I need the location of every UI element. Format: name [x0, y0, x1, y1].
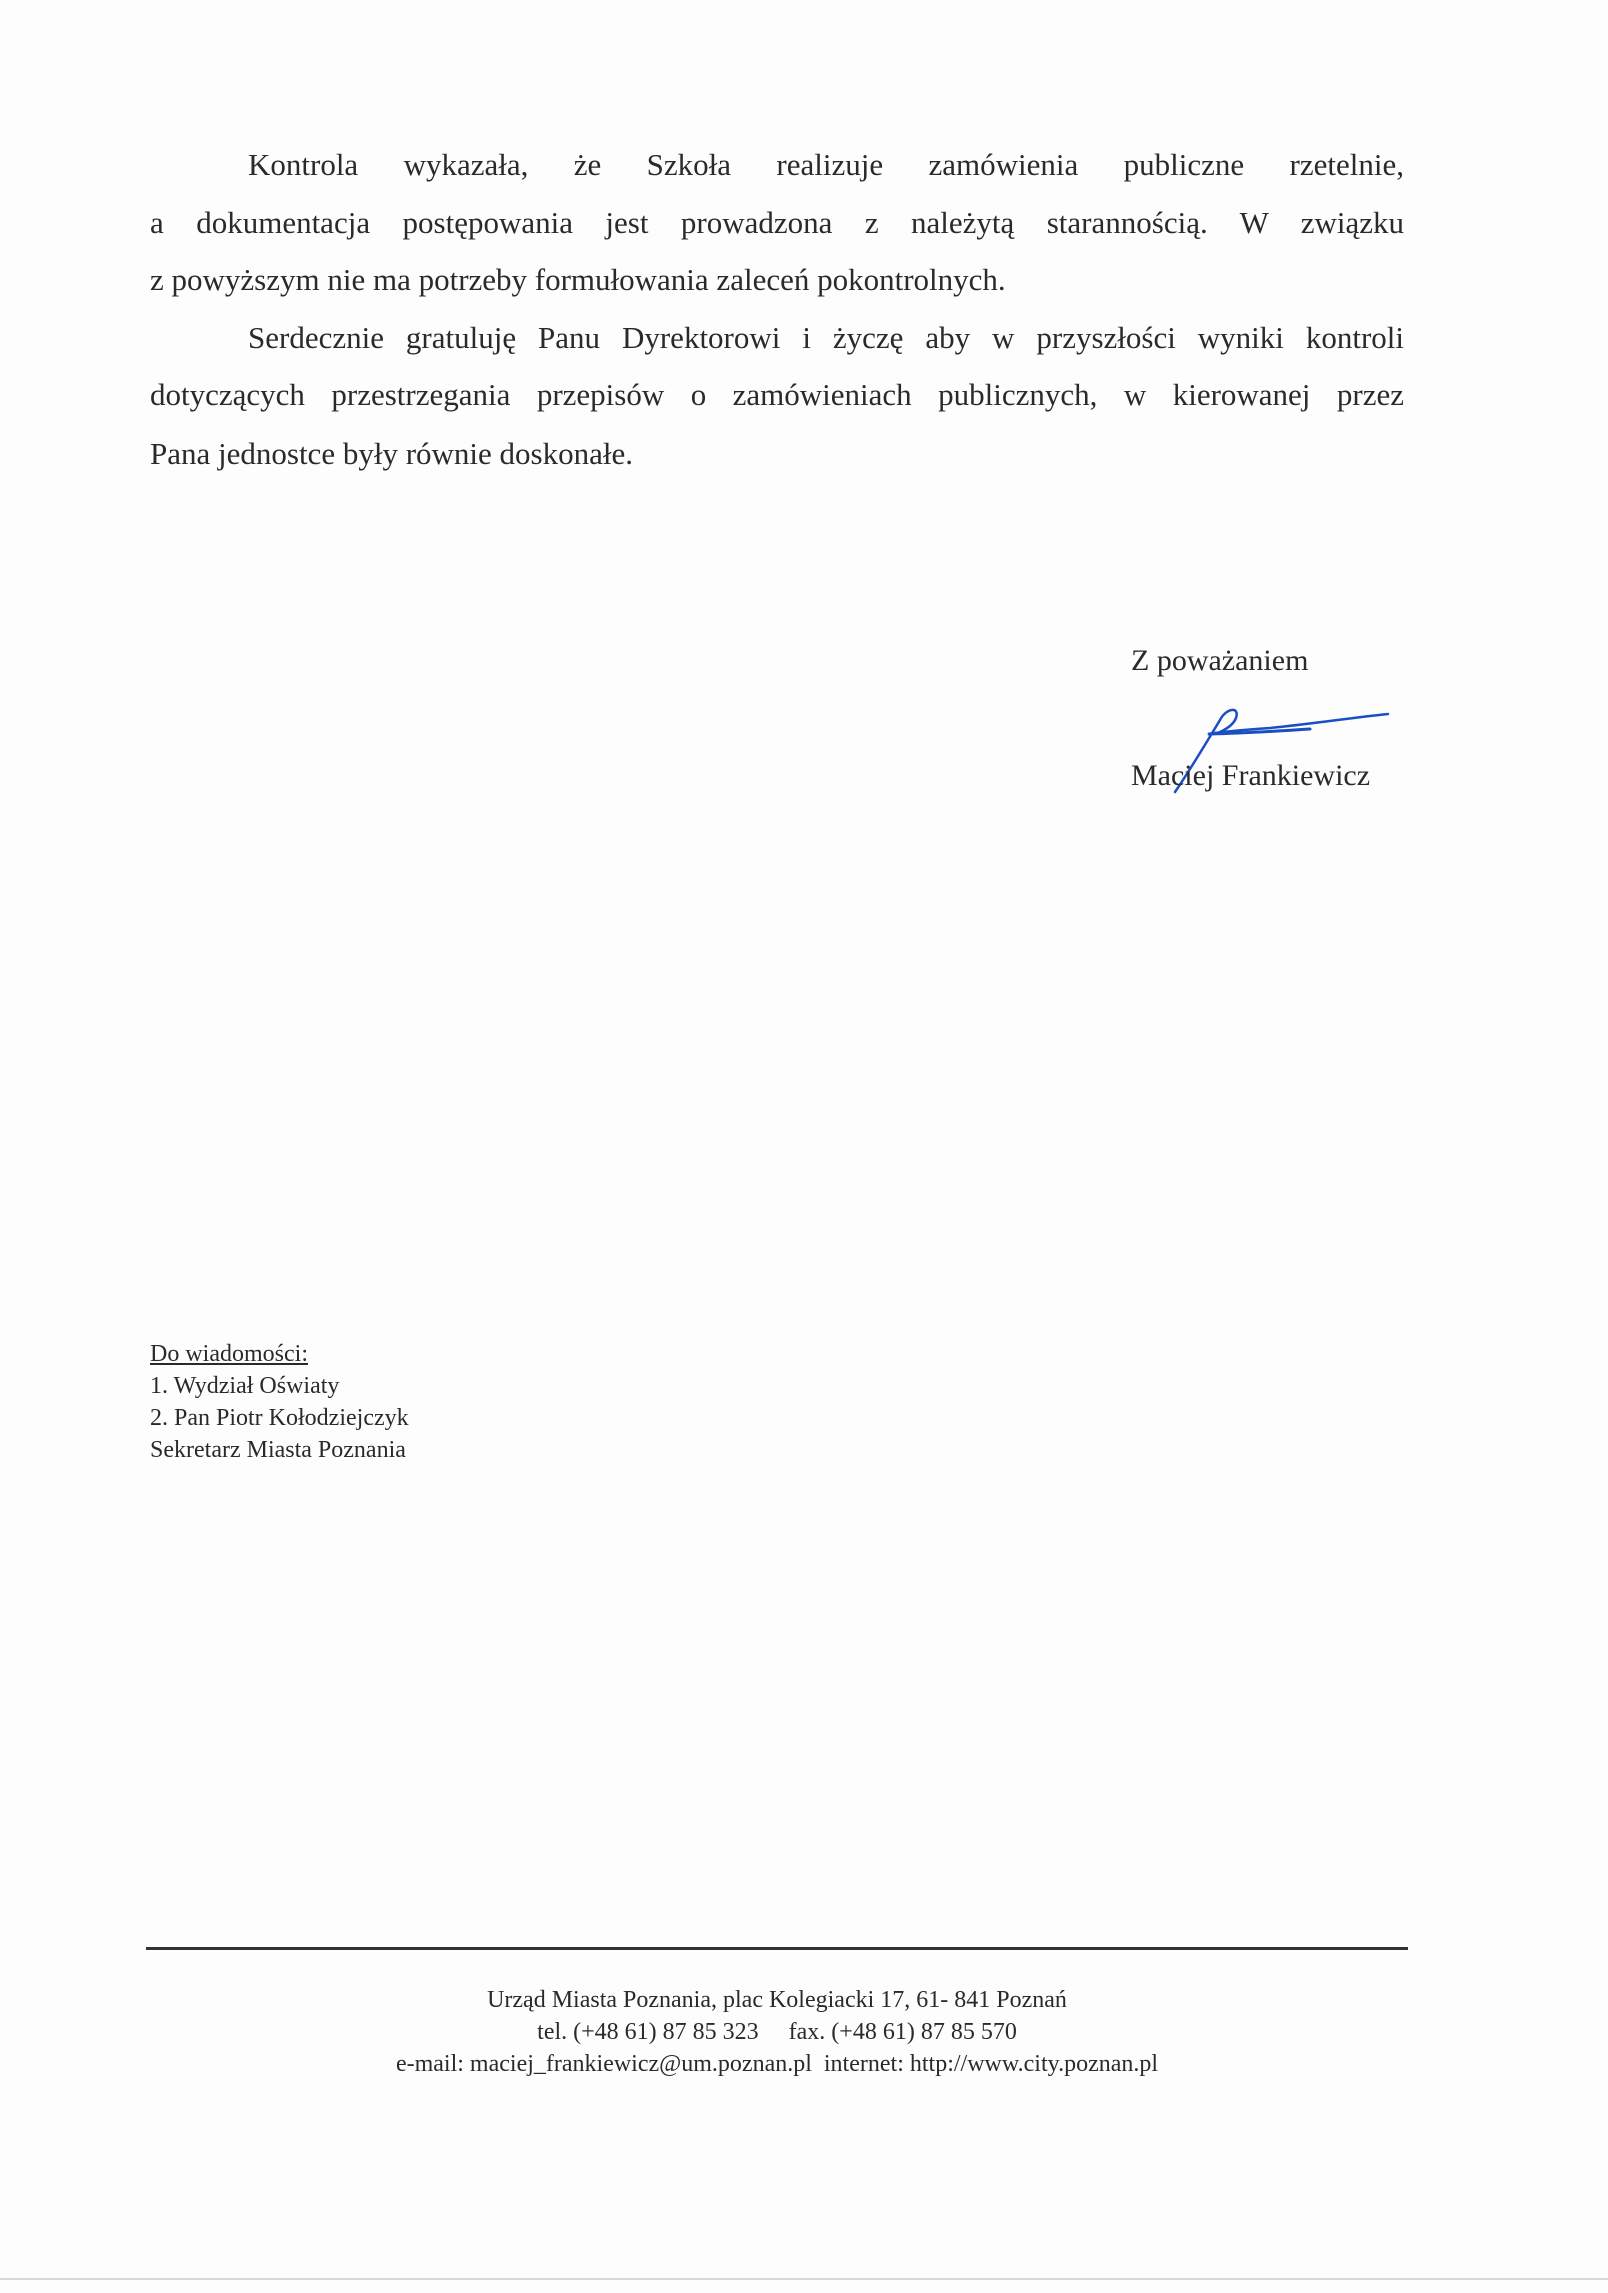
footer-contact: e-mail: maciej_frankiewicz@um.poznan.pl internet: http://www.city.poznan.pl	[395, 2051, 1159, 2077]
paragraph-2-line-2: dotyczących przestrzegania przepisów o zamówieniach publicznych, w kierowanej przez	[150, 377, 1404, 412]
scan-edge	[0, 2278, 1608, 2280]
paragraph-1-line-2: a dokumentacja postępowania jest prowadzona z należytą starannością. W związku	[150, 205, 1404, 240]
distribution-heading: Do wiadomości:	[150, 1341, 308, 1367]
distribution-list	[150, 1338, 409, 1466]
closing-salutation: Z poważaniem	[1131, 644, 1309, 677]
distribution-item: 2. Pan Piotr Kołodziejczyk	[150, 1405, 409, 1431]
footer-phones: tel. (+48 61) 87 85 323 fax. (+48 61) 87 85 570	[537, 2019, 1017, 2045]
signer-name: Maciej Frankiewicz	[1131, 759, 1371, 792]
paragraph-1-line-1: Kontrola wykazała, że Szkoła realizuje zamówienia publiczne rzetelnie,	[248, 147, 1404, 182]
paragraph-2-line-1: Serdecznie gratuluję Panu Dyrektorowi i życzę aby w przyszłości wyniki kontroli	[248, 320, 1404, 355]
distribution-item: 1. Wydział Oświaty	[150, 1373, 340, 1399]
letterhead-footer	[146, 1984, 1408, 2080]
paragraph-2-line-3: Pana jednostce były równie doskonałe.	[150, 436, 633, 471]
paragraph-1-line-3: z powyższym nie ma potrzeby formułowania zaleceń pokontrolnych.	[150, 262, 1006, 297]
footer-divider	[146, 1947, 1408, 1950]
footer-address: Urząd Miasta Poznania, plac Kolegiacki 17, 61- 841 Poznań	[487, 1987, 1067, 2013]
distribution-item: Sekretarz Miasta Poznania	[150, 1437, 406, 1463]
